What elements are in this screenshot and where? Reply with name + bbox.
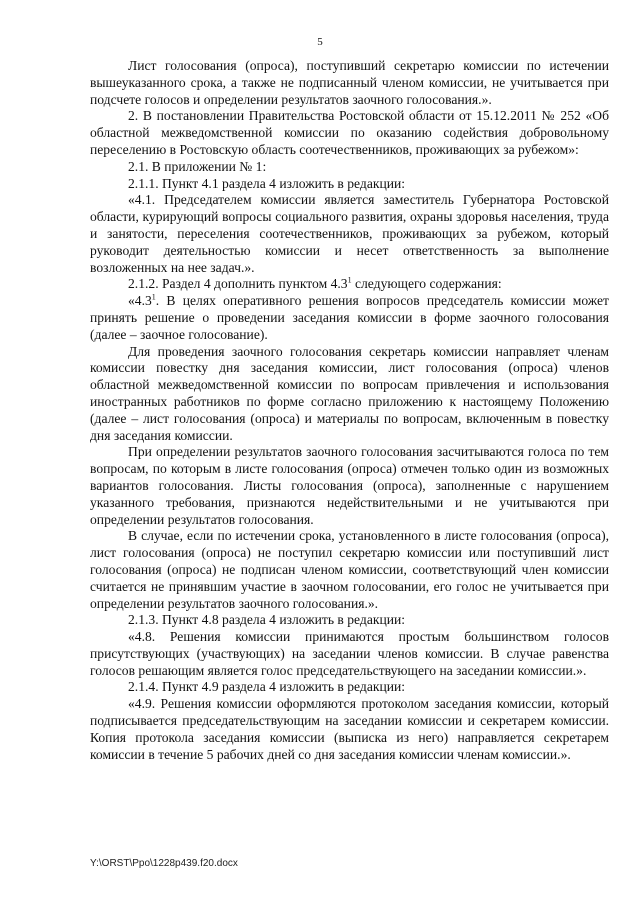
paragraph-3: 2.1. В приложении № 1:: [128, 158, 267, 174]
page-number: 5: [317, 36, 323, 48]
paragraph-11: 2.1.3. Пункт 4.8 раздела 4 изложить в редакции:: [128, 612, 406, 628]
paragraph-8: Для проведения заочного голосования секретарь комиссии направляет членам комиссии повестку дня заседания комиссии, лист голосования (опроса) членов областной межведомственной комиссии по вопросам привлечения и использования иностранных работников по форме согласно приложению к настоящему Положению (далее – лист голосования (опроса) и материалы по вопросам, включенным в повестку дня заседания комиссии.: [90, 343, 609, 443]
paragraph-7: [90, 293, 609, 343]
file-path-footer: Y:\ORST\Ppo\1228p439.f20.docx: [90, 858, 238, 869]
paragraph-4: 2.1.1. Пункт 4.1 раздела 4 изложить в редакции:: [128, 175, 406, 191]
paragraph-13: 2.1.4. Пункт 4.9 раздела 4 изложить в редакции:: [128, 679, 406, 695]
superscript-1: 1: [347, 275, 352, 285]
paragraph-10: В случае, если по истечении срока, установленного в листе голосования (опроса), лист голосования (опроса) не поступил секретарю комиссии или поступивший лист голосования (опроса) не подписан членом комиссии, соответствующий член комиссии считается не принявшим участие в заочном голосовании, его голос не учитывается при определении результатов заочного голосования.».: [90, 528, 609, 611]
paragraph-12: «4.8. Решения комиссии принимаются простым большинством голосов присутствующих (участвующих) на заседании членов комиссии. В случае равенства голосов решающим является голос председательствующего на заседании комиссии.».: [90, 629, 609, 678]
paragraph-1: Лист голосования (опроса), поступивший секретарю комиссии по истечении вышеуказанного срока, а также не подписанный членом комиссии, не учитывается при подсчете голосов и определении результатов заочного голосования.».: [90, 58, 609, 107]
paragraph-7-text-before: «4.3: [128, 293, 152, 309]
paragraph-6-text-after: следующего содержания:: [351, 276, 502, 292]
superscript-1: 1: [151, 292, 156, 302]
paragraph-2: 2. В постановлении Правительства Ростовской области от 15.12.2011 № 252 «Об областной межведомственной комиссии по оказанию содействия добровольному переселению в Ростовскую область соотечественников, проживающих за рубежом»:: [90, 108, 609, 157]
paragraph-6-text-before: 2.1.2. Раздел 4 дополнить пунктом 4.3: [128, 276, 348, 292]
paragraph-7-text-after: . В целях оперативного решения вопросов председатель комиссии может принять решение о проведении заседания комиссии в форме заочного голосования (далее – заочное голосование).: [90, 293, 609, 342]
paragraph-9: При определении результатов заочного голосования засчитываются голоса по тем вопросам, по которым в листе голосования (опроса) отмечен только один из возможных вариантов голосования. Листы голосования (опроса), заполненные с нарушением указанного требования, признаются недействительными и не учитываются при определении результатов голосования.: [90, 444, 609, 527]
paragraph-5: «4.1. Председателем комиссии является заместитель Губернатора Ростовской области, курирующий вопросы социального развития, охраны здоровья населения, труда и занятости, переселения соотечественников, проживающих за рубежом, который руководит деятельностью комиссии и несет ответственность за выполнение возложенных на нее задач.».: [90, 192, 609, 275]
paragraph-14: «4.9. Решения комиссии оформляются протоколом заседания комиссии, который подписывается председательствующим на заседании комиссии и секретарем комиссии. Копия протокола заседания комиссии (выписка из него) направляется секретарем комиссии в течение 5 рабочих дней со дня заседания комиссии членам комиссии.».: [90, 696, 609, 762]
document-body: [90, 58, 609, 763]
paragraph-6: [90, 276, 609, 293]
